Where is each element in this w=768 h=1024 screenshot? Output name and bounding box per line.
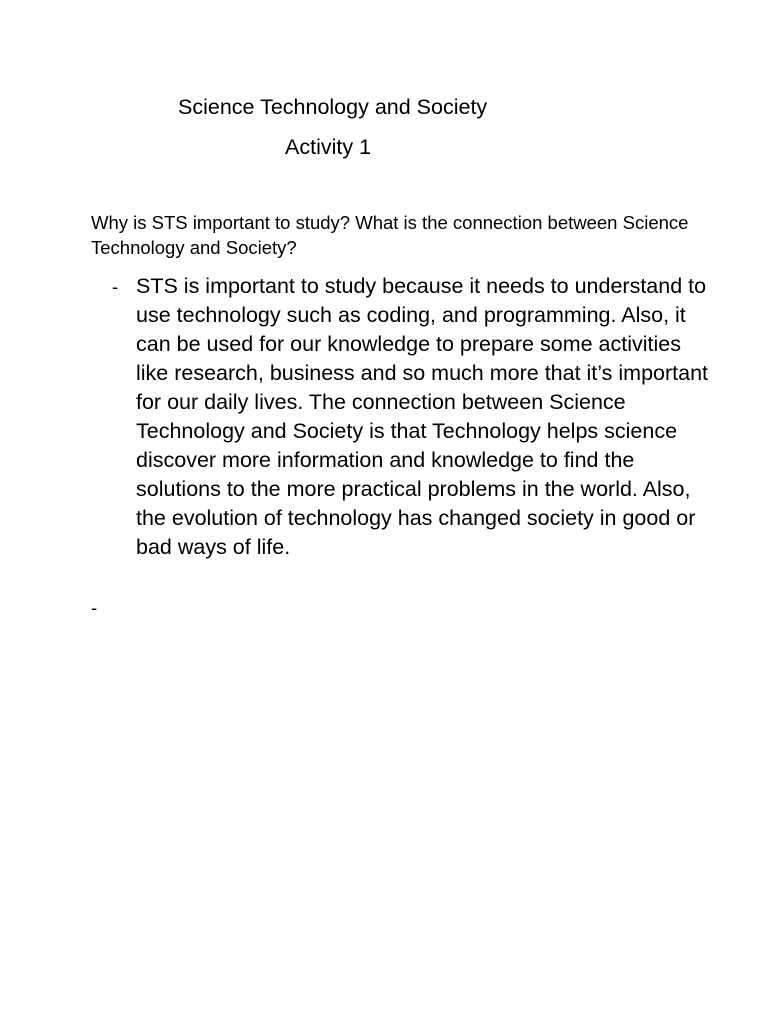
answer-list — [91, 272, 711, 562]
activity-heading: Activity 1 — [285, 135, 372, 159]
document-title: Science Technology and Society — [178, 95, 488, 119]
empty-list-bullet: - — [91, 597, 98, 618]
list-bullet: - — [112, 276, 119, 297]
answer-item — [91, 272, 711, 562]
question-text: Why is STS important to study? What is the connection between Science Technology and Society? — [91, 212, 689, 258]
answer-text: STS is important to study because it needs to understand to use technology such as coding, and programming. Also, it can be used for our knowledge to prepare some activities like research, business and so much more that it’s important for our daily lives. The connection between Science Technology and Society is that Technology helps science discover more information and knowledge to find the solutions to the more practical problems in the world. Also, the evolution of technology has changed society in good or bad ways of life. — [136, 274, 709, 559]
